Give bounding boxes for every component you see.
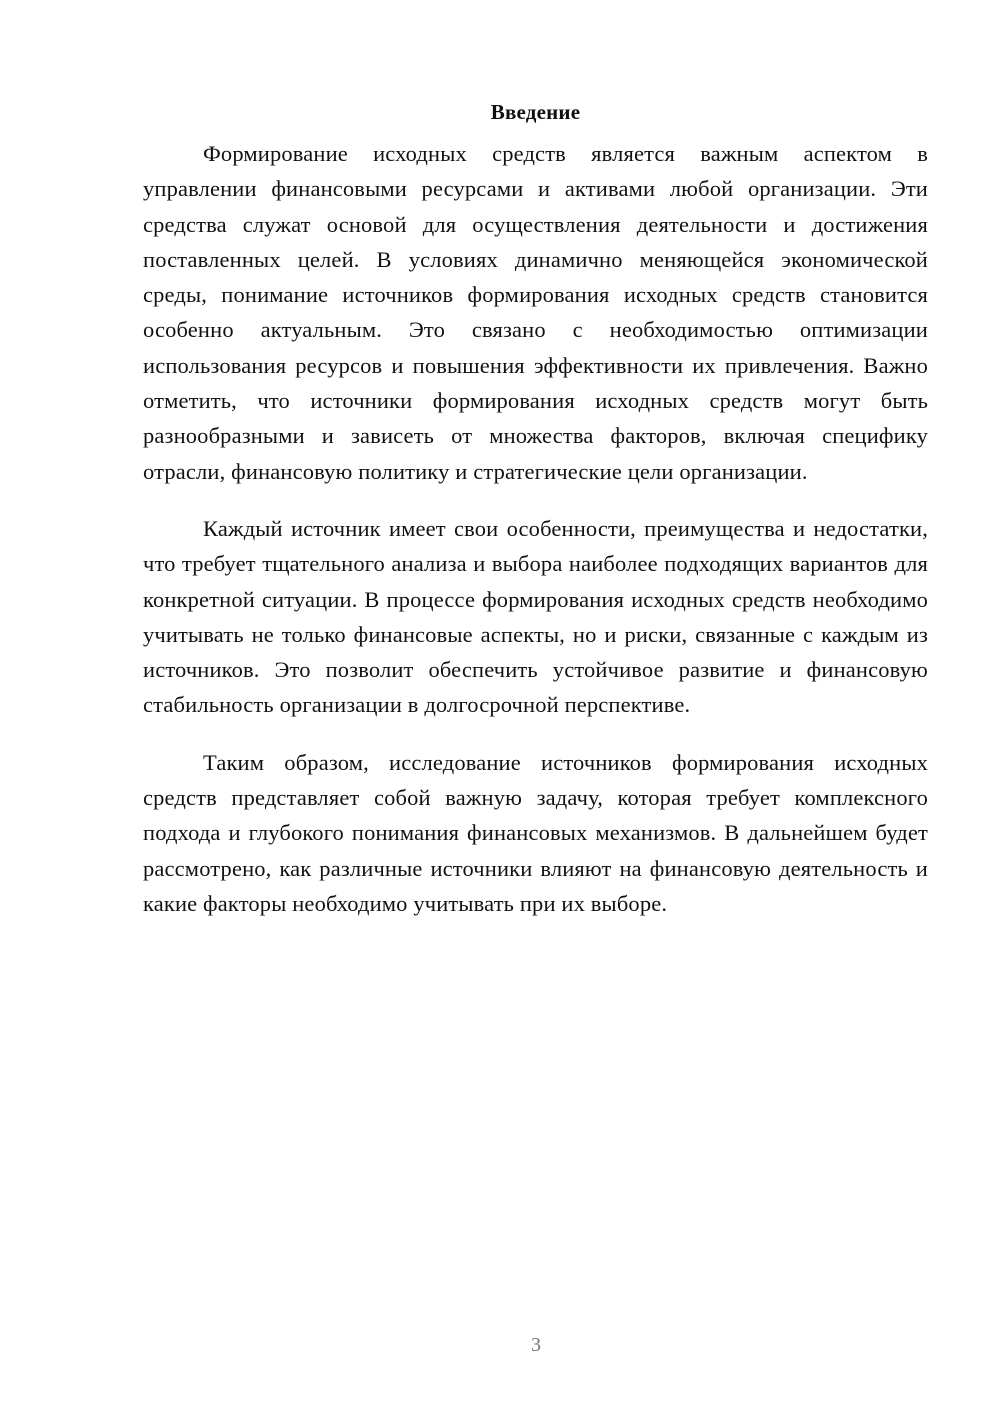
section-title: Введение — [490, 100, 581, 124]
paragraph-1: Формирование исходных средств является важным аспектом в управлении финансовыми ресурсами и активами любой организации. Эти средства служат основой для осуществления деятельности и достижения поставленных целей. В условиях динамично меняющейся экономической среды, понимание источников формирования исходных средств становится особенно актуальным. Это связано с необходимостью оптимизации использования ресурсов и повышения эффективности их привлечения. Важно отметить, что источники формирования исходных средств могут быть разнообразными и зависеть от множества факторов, включая специфику отрасли, финансовую политику и стратегические цели организации. — [143, 141, 928, 484]
page-content — [143, 96, 928, 921]
page-number: 3 — [531, 1334, 541, 1356]
paragraph-2: Каждый источник имеет свои особенности, преимущества и недостатки, что требует тщательного анализа и выбора наиболее подходящих вариантов для конкретной ситуации. В процессе формирования исходных средств необходимо учитывать не только финансовые аспекты, но и риски, связанные с каждым из источников. Это позволит обеспечить устойчивое развитие и финансовую стабильность организации в долгосрочной перспективе. — [143, 515, 928, 718]
paragraph-3: Таким образом, исследование источников формирования исходных средств представляет собой важную задачу, которая требует комплексного подхода и глубокого понимания финансовых механизмов. В дальнейшем будет рассмотрено, как различные источники влияют на финансовую деятельность и какие факторы необходимо учитывать при их выборе. — [143, 749, 928, 916]
